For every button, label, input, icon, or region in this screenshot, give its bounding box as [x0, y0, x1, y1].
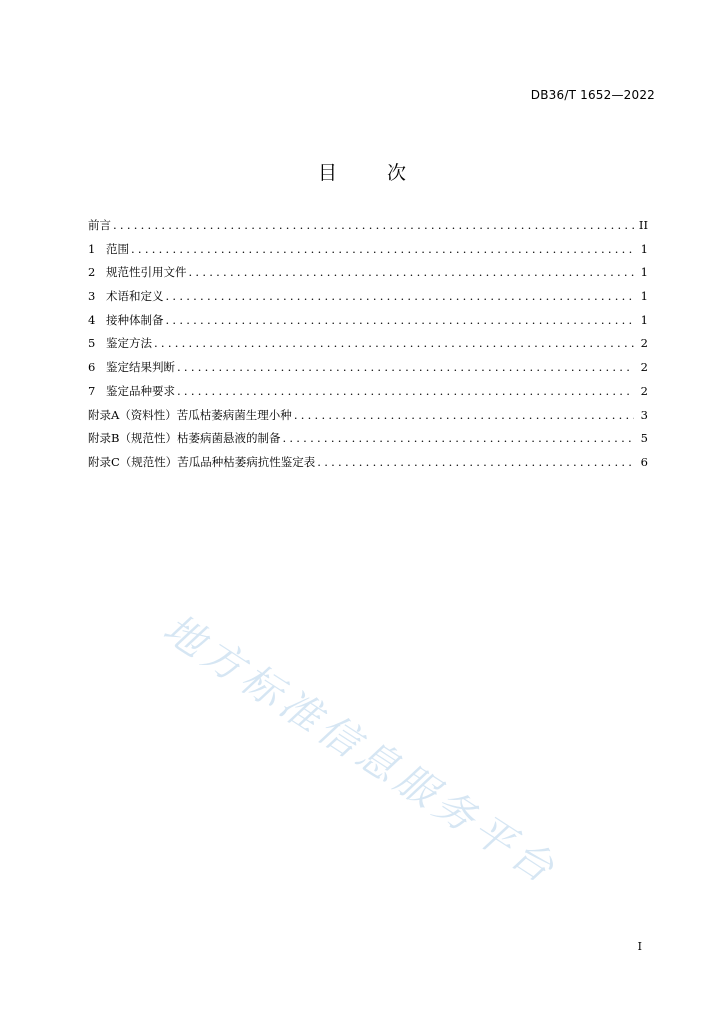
toc-entry-page: II	[638, 218, 648, 232]
toc-entry-identification-method[interactable]	[88, 332, 648, 356]
toc-entry-label: 接种体制备	[106, 312, 164, 327]
toc-entry-page: 6	[640, 454, 648, 469]
document-code: DB36/T 1652—2022	[530, 88, 655, 102]
toc-entry-appendix-c[interactable]	[88, 451, 648, 475]
toc-entry-variety-requirements[interactable]	[88, 380, 648, 404]
toc-entry-number: 2	[88, 265, 96, 280]
toc-leader-dots	[294, 404, 634, 428]
toc-leader-dots	[131, 238, 634, 262]
toc-entry-number: 5	[88, 336, 96, 351]
toc-entry-label: 规范性引用文件	[106, 265, 187, 280]
toc-entry-foreword[interactable]	[88, 214, 648, 238]
toc-entry-page: 2	[640, 383, 648, 398]
toc-entry-appendix-a[interactable]	[88, 404, 648, 428]
toc-entry-number: 3	[88, 289, 96, 304]
toc-entry-page: 2	[640, 336, 648, 351]
toc-title: 目 次	[317, 162, 429, 184]
toc-leader-dots	[189, 261, 635, 285]
toc-entry-label: 前言	[88, 218, 111, 232]
toc-leader-dots	[154, 332, 634, 356]
toc-leader-dots	[166, 309, 635, 333]
toc-entry-result-judgment[interactable]	[88, 356, 648, 380]
toc-leader-dots	[317, 451, 634, 475]
toc-entry-scope[interactable]	[88, 238, 648, 262]
toc-entry-inoculum-preparation[interactable]	[88, 309, 648, 333]
toc-entry-page: 5	[640, 431, 648, 446]
watermark: 地方标准信息服务平台	[155, 605, 566, 895]
toc-entry-label: 附录A（资料性）苦瓜枯萎病菌生理小种	[88, 407, 292, 422]
toc-entry-page: 1	[640, 241, 648, 256]
toc-entry-label: 范围	[106, 241, 129, 256]
toc-leader-dots	[177, 380, 634, 404]
toc-entry-appendix-b[interactable]	[88, 427, 648, 451]
toc-entry-page: 2	[640, 360, 648, 375]
toc-entry-number: 7	[88, 383, 96, 398]
toc-entry-label: 附录C（规范性）苦瓜品种枯萎病抗性鉴定表	[88, 454, 316, 469]
toc-entry-label: 鉴定结果判断	[106, 360, 175, 375]
toc-entry-normative-references[interactable]	[88, 261, 648, 285]
toc-entry-page: 1	[640, 312, 648, 327]
toc-entry-page: 1	[640, 265, 648, 280]
toc-entry-terms-definitions[interactable]	[88, 285, 648, 309]
toc-leader-dots	[166, 285, 635, 309]
toc-leader-dots	[177, 356, 634, 380]
toc-entry-number: 4	[88, 312, 96, 327]
toc-entry-label: 附录B（规范性）枯萎病菌悬液的制备	[88, 431, 281, 446]
toc-leader-dots	[282, 427, 634, 451]
page-number: I	[637, 940, 642, 953]
table-of-contents	[88, 214, 648, 475]
toc-entry-label: 鉴定品种要求	[106, 383, 175, 398]
toc-entry-number: 1	[88, 241, 96, 256]
toc-entry-label: 术语和定义	[106, 289, 164, 304]
toc-entry-label: 鉴定方法	[106, 336, 152, 351]
toc-leader-dots	[113, 214, 634, 238]
toc-entry-number: 6	[88, 360, 96, 375]
toc-entry-page: 3	[640, 407, 648, 422]
toc-entry-page: 1	[640, 289, 648, 304]
